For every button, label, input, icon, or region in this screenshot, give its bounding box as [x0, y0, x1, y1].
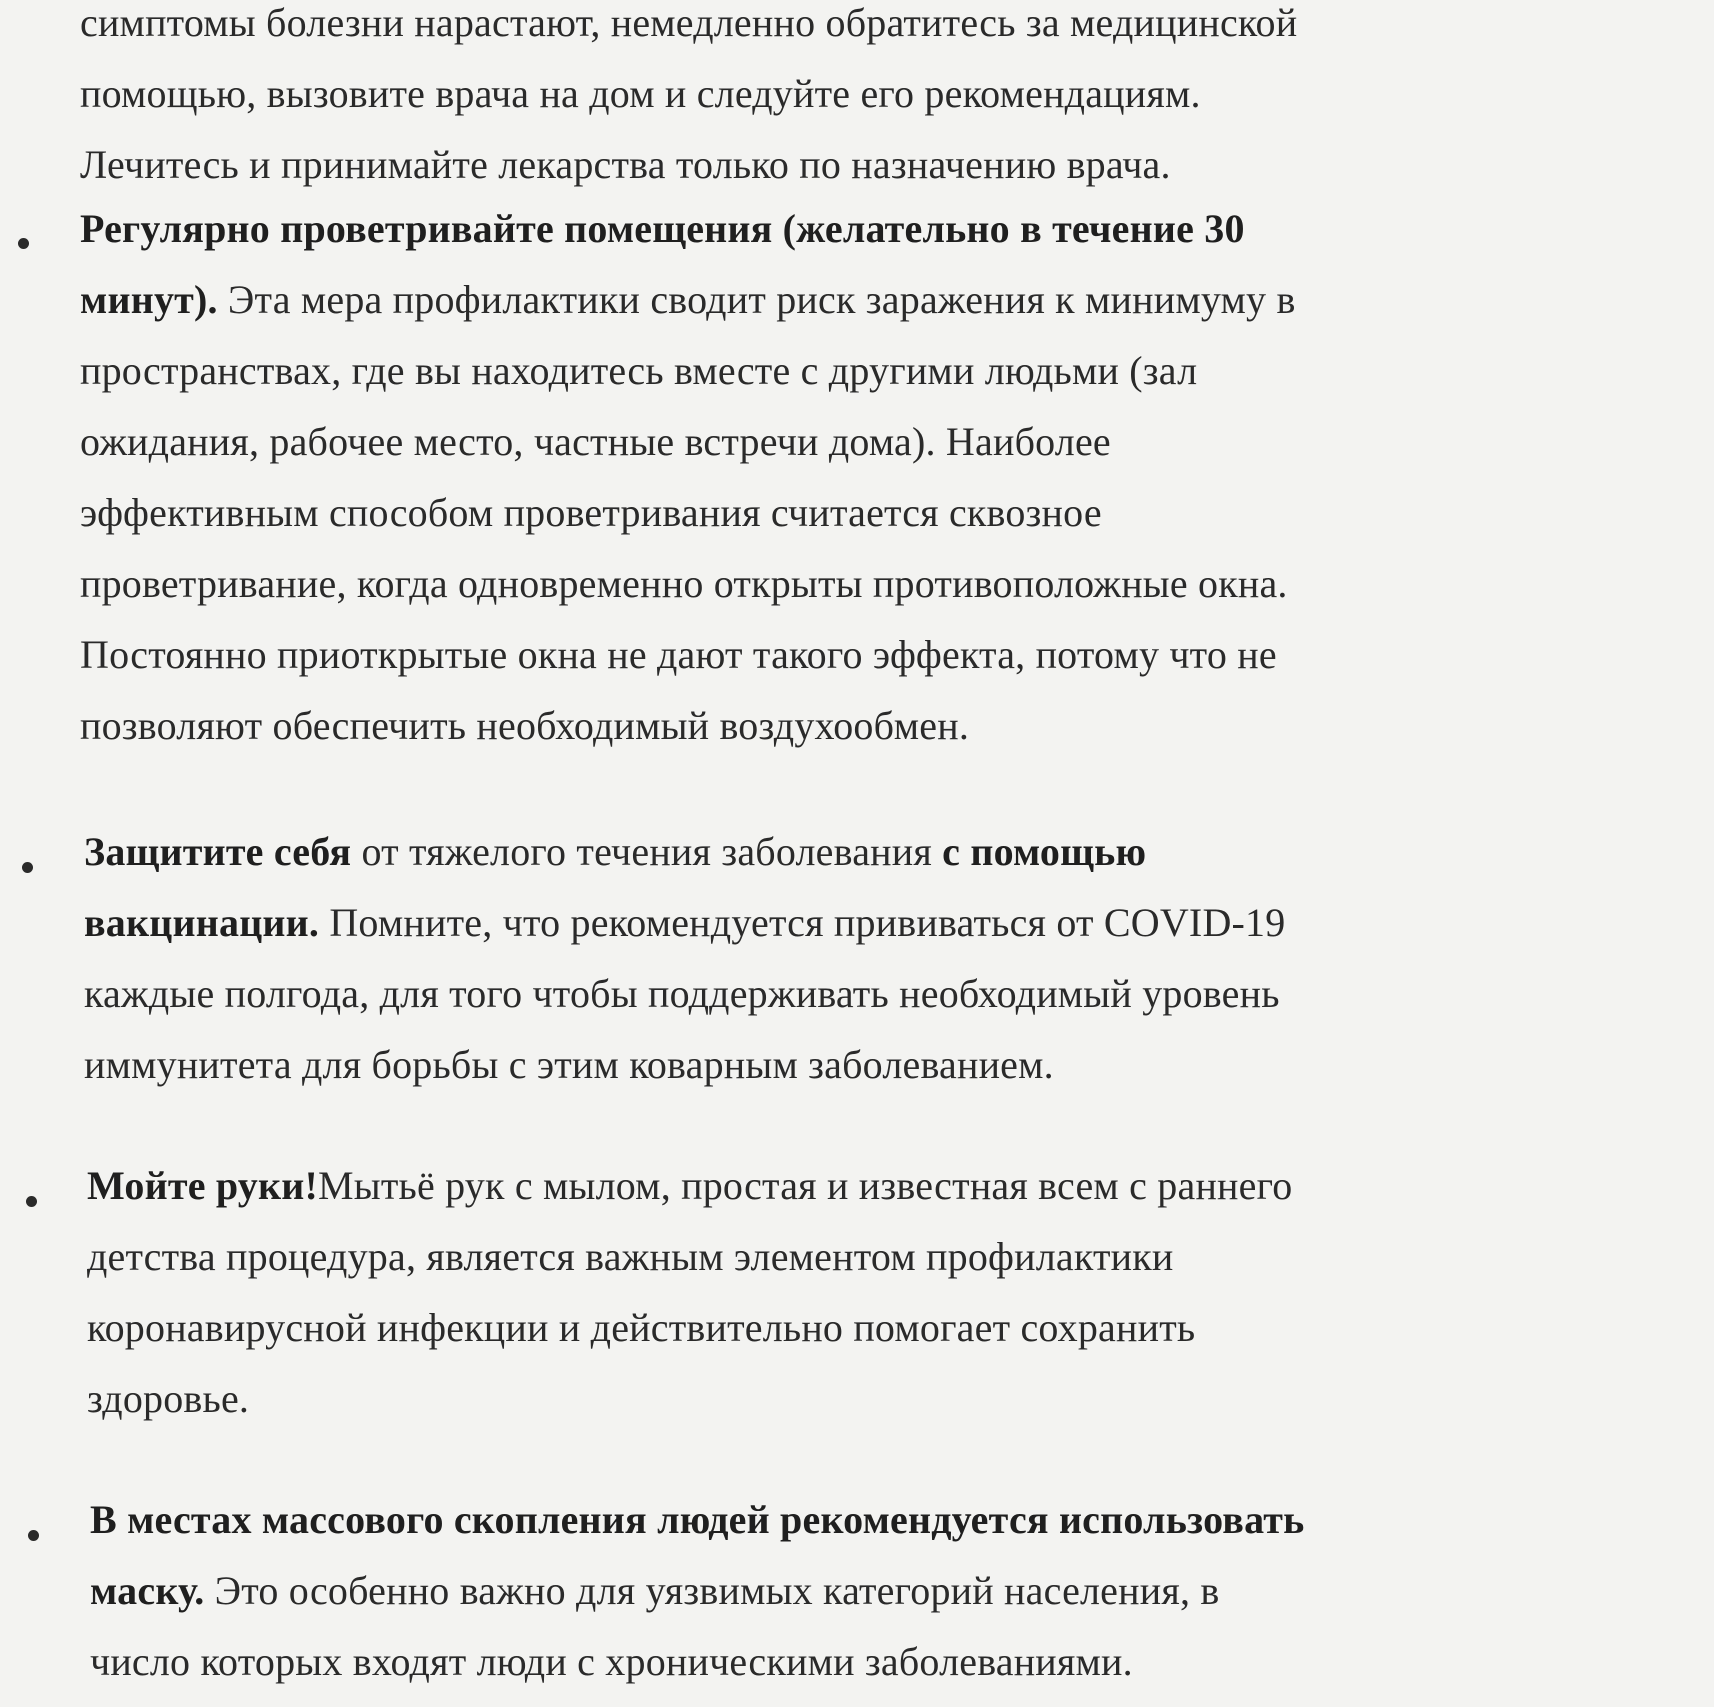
- bold-text: вакцинации.: [84, 900, 320, 945]
- bullet-icon: [26, 1196, 37, 1207]
- text-line: [84, 816, 1285, 887]
- bold-text: Регулярно проветривайте помещения (желательно в течение 30: [80, 206, 1245, 251]
- text-line: симптомы болезни нарастают, немедленно обратитесь за медицинской: [80, 0, 1298, 45]
- text-line: [80, 264, 1296, 335]
- text-line: каждые полгода, для того чтобы поддерживать необходимый уровень: [84, 971, 1280, 1016]
- list-item-mask: [90, 1484, 1304, 1697]
- bold-text: В местах массового скопления людей рекомендуется использовать: [90, 1497, 1305, 1542]
- list-item-ventilation: [80, 193, 1296, 761]
- bullet-icon: [18, 238, 29, 249]
- intro-paragraph: [80, 0, 1297, 200]
- list-item-vaccination: [84, 816, 1285, 1100]
- text-line: помощью, вызовите врача на дом и следуйте его рекомендациям.: [80, 71, 1201, 116]
- text-line: детства процедура, является важным элементом профилактики: [87, 1234, 1174, 1279]
- bold-text: с помощью: [942, 829, 1147, 874]
- regular-text: Помните, что рекомендуется прививаться от COVID-19: [319, 900, 1286, 945]
- text-line: Постоянно приоткрытые окна не дают такого эффекта, потому что не: [80, 632, 1277, 677]
- text-line: [90, 1555, 1304, 1626]
- text-line: [80, 193, 1296, 264]
- text-line: ожидания, рабочее место, частные встречи дома). Наиболее: [80, 419, 1111, 464]
- bold-text: маску.: [90, 1568, 205, 1613]
- regular-text: Эта мера профилактики сводит риск заражения к минимуму в: [217, 277, 1296, 322]
- text-line: [90, 1484, 1304, 1555]
- regular-text: от тяжелого течения заболевания: [351, 829, 943, 874]
- text-line: [84, 887, 1285, 958]
- bold-text: минут).: [80, 277, 218, 322]
- text-line: [87, 1150, 1292, 1221]
- text-line: проветривание, когда одновременно открыты противоположные окна.: [80, 561, 1288, 606]
- bold-text: Мойте руки!: [87, 1163, 319, 1208]
- bullet-icon: [22, 862, 33, 873]
- bold-text: Защитите себя: [84, 829, 352, 874]
- bullet-icon: [28, 1530, 39, 1541]
- text-line: пространствах, где вы находитесь вместе с другими людьми (зал: [80, 348, 1198, 393]
- text-line: позволяют обеспечить необходимый воздухообмен.: [80, 703, 970, 748]
- text-line: здоровье.: [87, 1376, 250, 1421]
- text-line: эффективным способом проветривания считается сквозное: [80, 490, 1102, 535]
- text-line: число которых входят люди с хроническими заболеваниями.: [90, 1639, 1133, 1684]
- list-item-hand-washing: [87, 1150, 1292, 1434]
- text-line: Лечитесь и принимайте лекарства только по назначению врача.: [80, 142, 1171, 187]
- text-line: иммунитета для борьбы с этим коварным заболеванием.: [84, 1042, 1054, 1087]
- regular-text: Мытьё рук с мылом, простая и известная всем с раннего: [318, 1163, 1293, 1208]
- regular-text: Это особенно важно для уязвимых категорий населения, в: [204, 1568, 1220, 1613]
- text-line: коронавирусной инфекции и действительно помогает сохранить: [87, 1305, 1196, 1350]
